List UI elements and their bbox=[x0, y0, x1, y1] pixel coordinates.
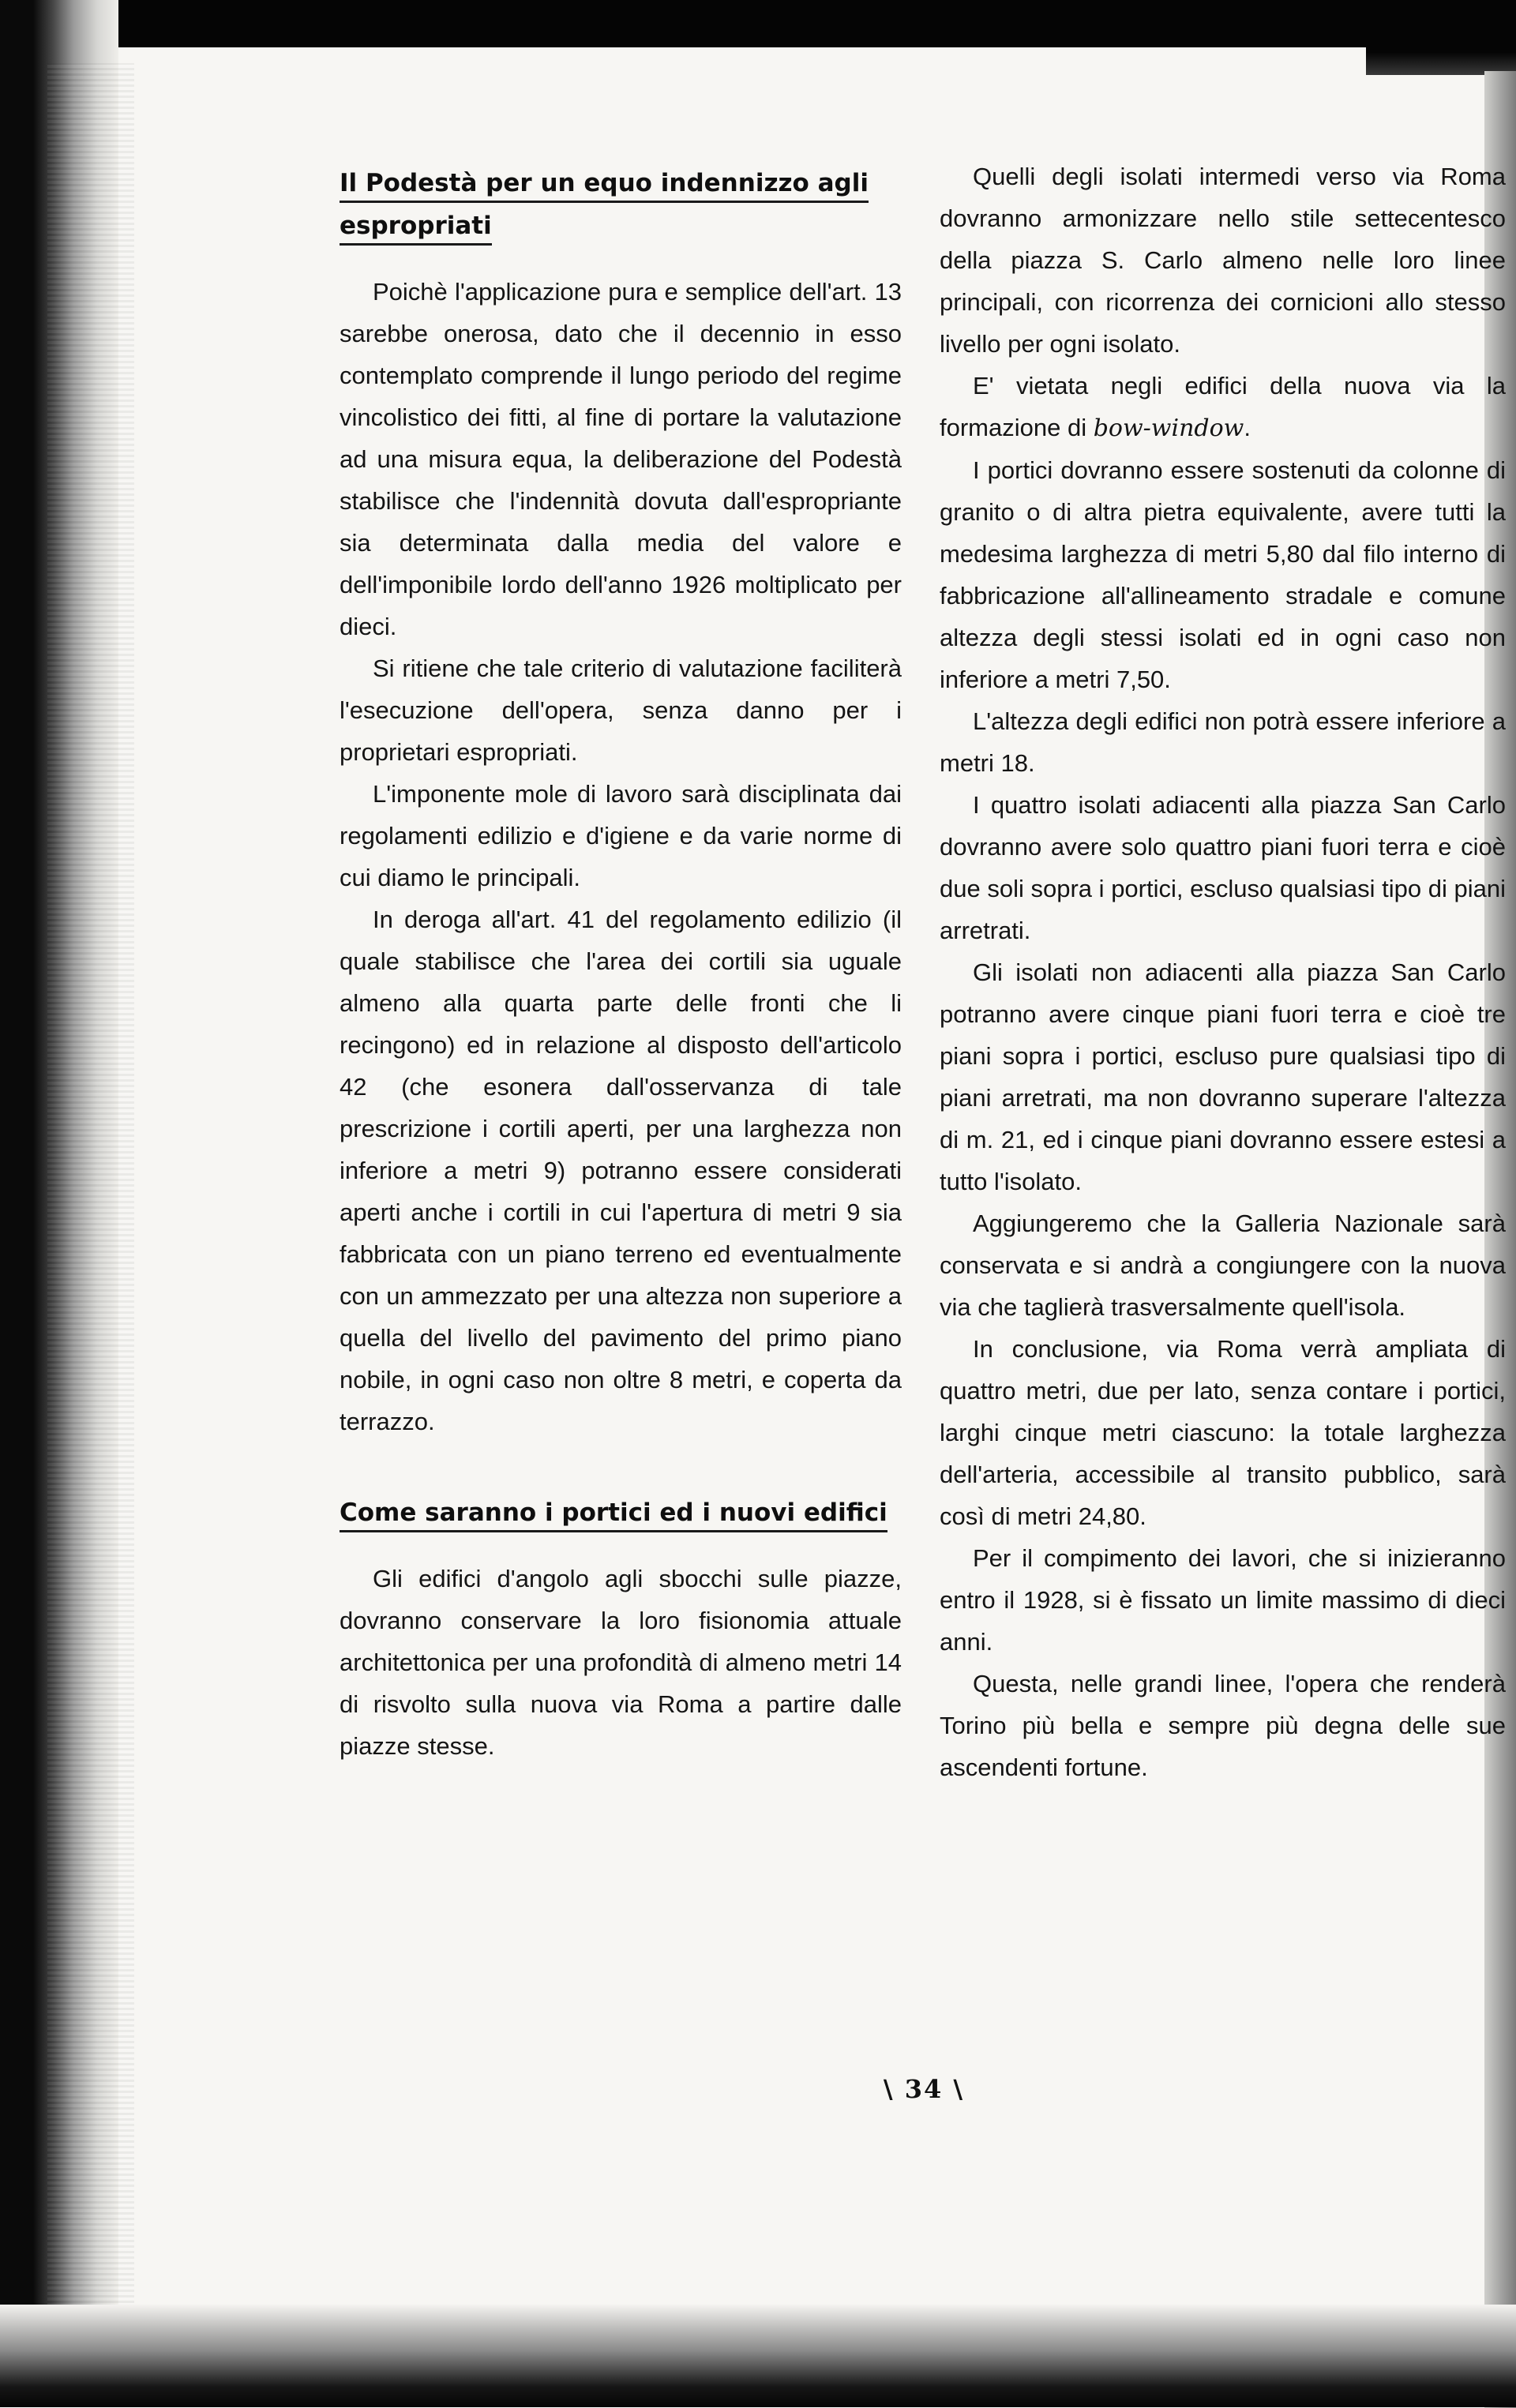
paragraph: Gli isolati non adiacenti alla piazza San Carlo potranno avere cinque piani fuori terra e cioè tre piani sopra i portici, escluso pure qualsiasi tipo di piani arretrati, ma non dovranno superare l'altezza di m. 21, ed i cinque piani dovranno essere estesi a tutto l'isolato. bbox=[940, 958, 1506, 1195]
paragraph: Poichè l'applicazione pura e semplice dell'art. 13 sarebbe onerosa, dato che il decennio in esso contemplato comprende il lungo periodo del regime vincolistico dei fitti, al fine di portare la valutazione ad una misura equa, la deliberazione del Podestà stabilisce che l'indennità dovuta dall'espropriante sia determinata dalla media del valore e dell'imponibile lordo dell'anno 1926 moltiplicato per dieci. bbox=[340, 278, 902, 640]
paragraph: I quattro isolati adiacenti alla piazza San Carlo dovranno avere solo quattro piani fuori terra e cioè due soli sopra i portici, escluso qualsiasi tipo di piani arretrati. bbox=[940, 791, 1506, 944]
paragraph: Aggiungeremo che la Galleria Nazionale sarà conservata e si andrà a congiungere con la nuova via che taglierà trasversalmente quell'isola. bbox=[940, 1210, 1506, 1321]
paragraph: In deroga all'art. 41 del regolamento edilizio (il quale stabilisce che l'area dei cortili sia uguale almeno alla quarta parte delle fronti che li recingono) ed in relazione al disposto dell'articolo 42 (che esonera dall'osservanza di tale prescrizione i cortili aperti, per una larghezza non inferiore a metri 9) potranno essere considerati aperti anche i cortili in cui l'apertura di metri 9 sia fabbricata con un piano terreno ed eventualmente con un ammezzato per una altezza non superiore a quella del livello del pavimento del primo piano nobile, in ogni caso non oltre 8 metri, e coperta da terrazzo. bbox=[340, 906, 902, 1435]
paragraph: I portici dovranno essere sostenuti da colonne di granito o di altra pietra equivalente, avere tutti la medesima larghezza di metri 5,80 dal filo interno di fabbricazione all'allineamento stradale e comune altezza degli stessi isolati ed in ogni caso non inferiore a metri 7,50. bbox=[940, 456, 1506, 693]
right-column bbox=[940, 156, 1506, 1788]
paragraph: Si ritiene che tale criterio di valutazione faciliterà l'esecuzione dell'opera, senza danno per i proprietari espropriati. bbox=[340, 655, 902, 766]
section-heading-porticoes: Come saranno i portici ed i nuovi edifici bbox=[340, 1491, 902, 1534]
paragraph: L'altezza degli edifici non potrà essere inferiore a metri 18. bbox=[940, 707, 1506, 777]
text-span: . bbox=[1244, 414, 1251, 441]
page-number: \ 34 \ bbox=[883, 2074, 965, 2104]
scan-edge-top-inner bbox=[0, 47, 1366, 79]
paragraph-bow-window bbox=[940, 365, 1506, 449]
paragraph: Questa, nelle grandi linee, l'opera che renderà Torino più bella e sempre più degna delle sue ascendenti fortune. bbox=[940, 1670, 1506, 1781]
italic-term: bow-window bbox=[1093, 414, 1244, 442]
scan-edge-bottom bbox=[0, 2305, 1516, 2407]
paragraph: L'imponente mole di lavoro sarà disciplinata dai regolamenti edilizio e d'igiene e da varie norme di cui diamo le principali. bbox=[340, 780, 902, 891]
left-column bbox=[340, 162, 902, 1767]
paragraph: In conclusione, via Roma verrà ampliata di quattro metri, due per lato, senza contare i portici, larghi cinque metri ciascuno: la totale larghezza dell'arteria, accessibile al transito pubblico, sarà così di metri 24,80. bbox=[940, 1335, 1506, 1530]
paragraph: Per il compimento dei lavori, che si inizieranno entro il 1928, si è fissato un limite massimo di dieci anni. bbox=[940, 1544, 1506, 1656]
scan-edge-left-texture bbox=[47, 63, 134, 2353]
paragraph: Quelli degli isolati intermedi verso via Roma dovranno armonizzare nello stile settecentesco della piazza S. Carlo almeno nelle loro linee principali, con ricorrenza dei cornicioni allo stesso livello per ogni isolato. bbox=[940, 163, 1506, 358]
section-heading-expropriation: Il Podestà per un equo indennizzo agli espropriati bbox=[340, 162, 902, 247]
text-span: E' vietata negli edifici della nuova via la formazione di bbox=[940, 372, 1506, 441]
paragraph: Gli edifici d'angolo agli sbocchi sulle piazze, dovranno conservare la loro fisionomia attuale architettonica per una profondità di almeno metri 14 di risvolto sulla nuova via Roma a partire dalle piazze stesse. bbox=[340, 1565, 902, 1760]
